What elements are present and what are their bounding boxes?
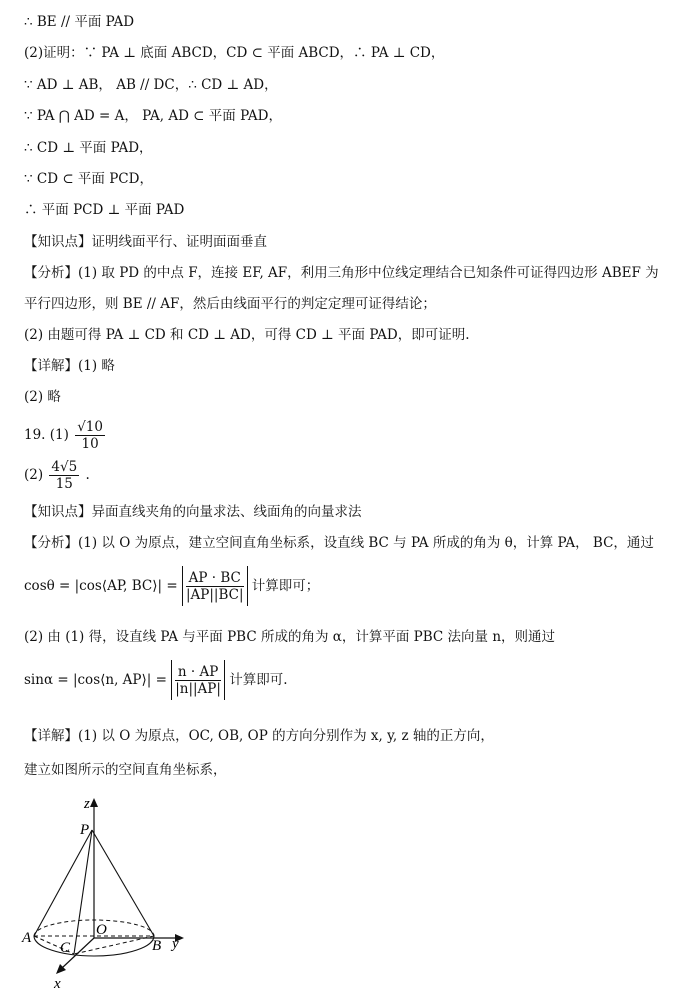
edge-PC (74, 830, 92, 954)
fraction-numerator: n · AP (175, 664, 221, 681)
answer-fraction (75, 419, 105, 452)
formula-lhs: cosθ = |cos⟨AP, BC⟩| = (24, 578, 178, 594)
answer-19-1 (24, 418, 107, 452)
formula-tail: 计算即可. (229, 672, 288, 688)
text-line: ∴ 平面 PCD ⊥ 平面 PAD (24, 202, 185, 218)
answer-fraction (49, 459, 79, 492)
cone-base-front (34, 936, 154, 956)
label-P: P (80, 822, 90, 838)
text-line: (2)证明：∵ PA ⊥ 底面 ABCD，CD ⊂ 平面 ABCD，∴ PA ⊥ CD， (24, 45, 445, 61)
detail-paragraph: 建立如图所示的空间直角坐标系， (24, 762, 227, 778)
sin-formula (24, 660, 288, 700)
label-x: x (54, 976, 61, 992)
label-y: y (172, 936, 179, 952)
cone-figure (20, 790, 220, 994)
analysis-paragraph: (2) 由题可得 PA ⊥ CD 和 CD ⊥ AD，可得 CD ⊥ 平面 PAD，即可证明. (24, 327, 470, 343)
label-B: B (152, 938, 162, 954)
formula-fraction (175, 664, 221, 697)
label-z: z (84, 796, 90, 812)
abs-bars (182, 566, 248, 606)
fraction-numerator: √10 (77, 419, 103, 435)
abs-bars (171, 660, 225, 700)
formula-fraction (186, 570, 244, 603)
text-line: ∴ BE // 平面 PAD (24, 14, 135, 30)
fraction-numerator: 4√5 (51, 459, 78, 475)
question-number: 19. (1) (24, 427, 69, 443)
label-A: A (22, 930, 32, 946)
analysis-paragraph: (2) 由 (1) 得，设直线 PA 与平面 PBC 所成的角为 α，计算平面 PBC 法向量 n，则通过 (24, 629, 556, 645)
label-O: O (96, 922, 107, 938)
text-line: (2) 略 (24, 389, 61, 405)
analysis-paragraph: 【分析】(1) 取 PD 的中点 F，连接 EF, AF，利用三角形中位线定理结合已知条件可证得四边形 ABEF 为 (24, 265, 659, 281)
analysis-paragraph: 【分析】(1) 以 O 为原点，建立空间直角坐标系，设直线 BC 与 PA 所成的角为 θ，计算 PA， BC，通过 (24, 535, 654, 551)
fraction-denominator: |n||AP| (175, 681, 221, 697)
punctuation: . (85, 467, 90, 483)
text-line: ∵ AD ⊥ AB， AB // DC，∴ CD ⊥ AD， (24, 77, 278, 93)
fraction-denominator: 10 (81, 436, 99, 452)
z-axis-arrow (90, 798, 98, 807)
formula-lhs: sinα = |cos⟨n, AP⟩| = (24, 672, 167, 688)
detail-paragraph: 【详解】(1) 以 O 为原点，OC, OB, OP 的方向分别作为 x, y, z 轴的正方向， (24, 728, 494, 744)
fraction-numerator: AP · BC (186, 570, 244, 587)
sub-question-label: (2) (24, 467, 44, 483)
fraction-denominator: 15 (55, 476, 73, 492)
detail-heading: 【详解】(1) 略 (24, 358, 115, 374)
knowledge-point-heading: 【知识点】证明线面平行、证明面面垂直 (24, 234, 267, 250)
text-line: ∴ CD ⊥ 平面 PAD， (24, 140, 153, 156)
text-line: ∵ PA ⋂ AD = A， PA, AD ⊂ 平面 PAD， (24, 108, 282, 124)
fraction-denominator: |AP||BC| (185, 587, 244, 603)
label-C: C (60, 940, 71, 956)
answer-19-2 (24, 458, 90, 492)
cos-formula (24, 566, 319, 606)
formula-tail: 计算即可； (251, 578, 320, 594)
text-line: ∵ CD ⊂ 平面 PCD， (24, 171, 153, 187)
knowledge-point-heading: 【知识点】异面直线夹角的向量求法、线面角的向量求法 (24, 504, 362, 520)
analysis-paragraph: 平行四边形，则 BE // AF，然后由线面平行的判定定理可证得结论； (24, 296, 436, 312)
edge-PA (34, 830, 92, 936)
